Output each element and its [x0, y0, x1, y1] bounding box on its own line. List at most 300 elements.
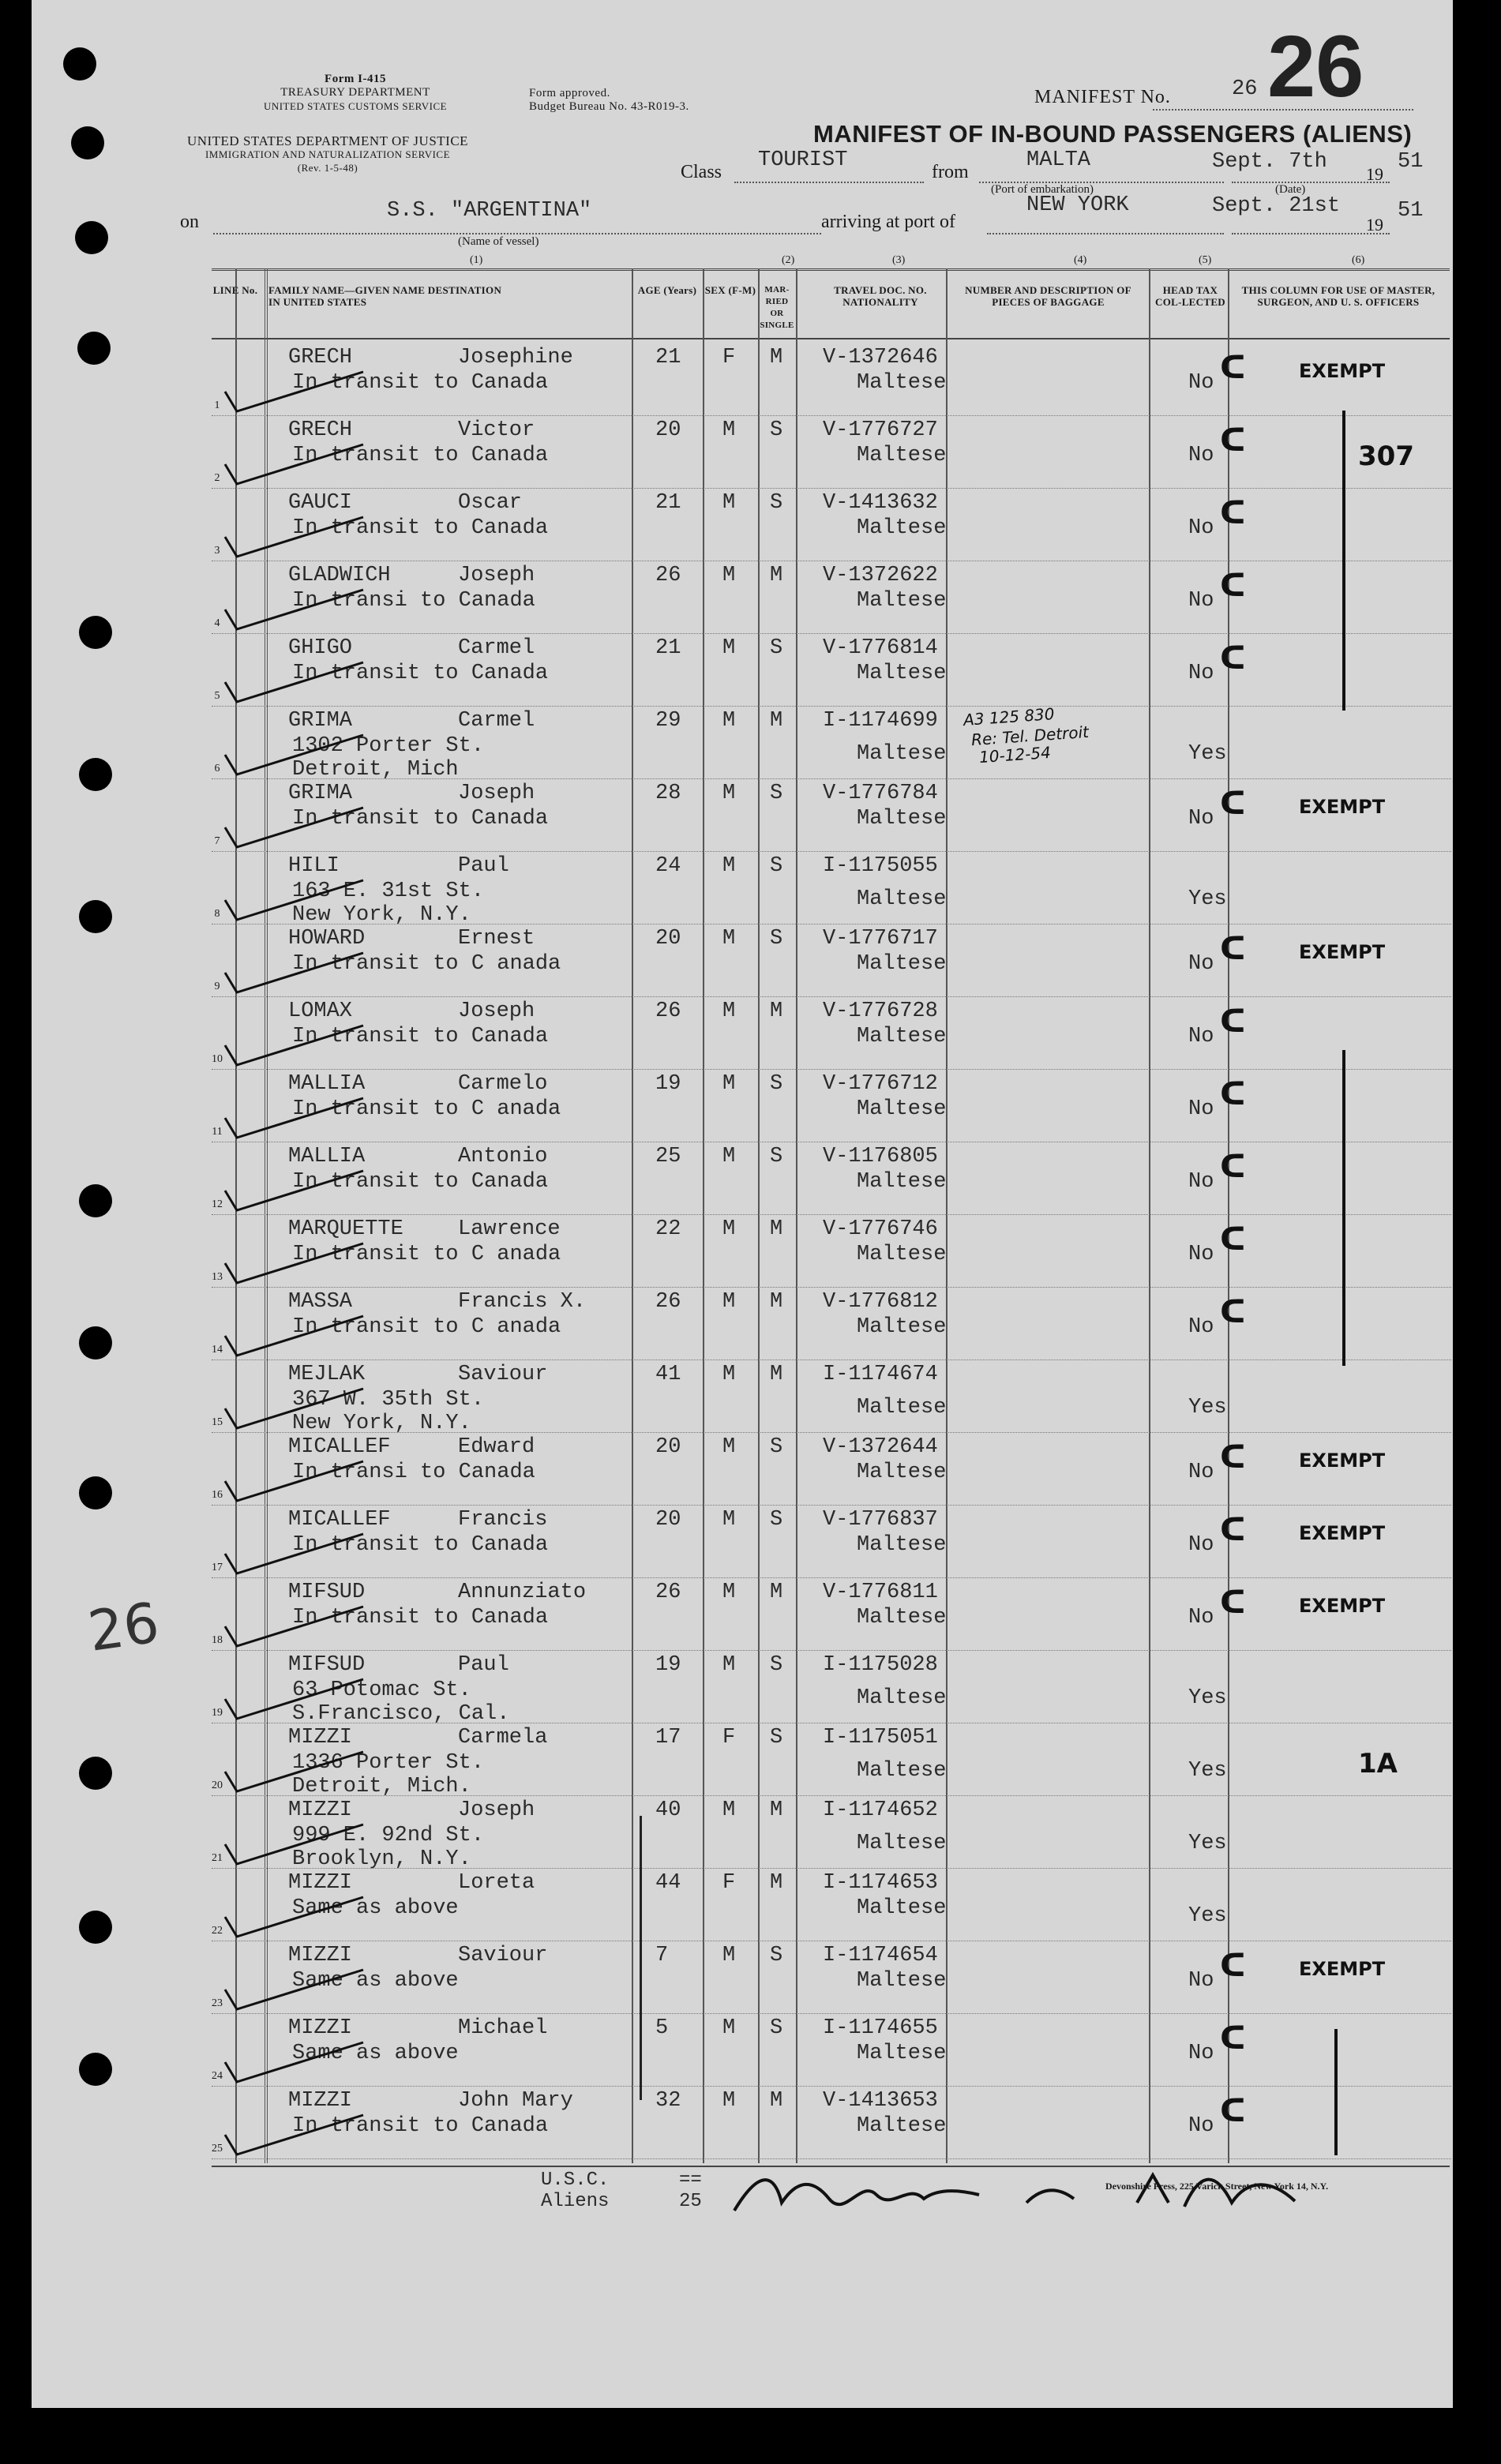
tick-mark [213, 368, 371, 415]
destination: Detroit, Mich. [292, 1775, 471, 1798]
table-row [32, 1143, 1453, 1216]
family-name: MIFSUD [288, 1653, 366, 1677]
class-value: TOURIST [758, 148, 848, 172]
marital-status: S [770, 636, 783, 660]
nationality: Maltese [857, 1315, 947, 1339]
manifest-number-stamp: 26 [1267, 18, 1364, 115]
given-name: Saviour [458, 1944, 548, 1967]
head-tax: No [1188, 1025, 1214, 1048]
sex: M [722, 491, 736, 515]
given-name: Oscar [458, 491, 523, 515]
table-row [32, 2087, 1453, 2160]
tick-mark [213, 1385, 371, 1432]
vessel-line [213, 233, 821, 234]
destination: S.Francisco, Cal. [292, 1702, 510, 1726]
punch-hole [63, 47, 96, 81]
table-row [32, 635, 1453, 707]
marital-status: S [770, 1435, 783, 1459]
given-name: Joseph [458, 782, 535, 805]
tick-mark [213, 586, 371, 633]
head-tax: Yes [1188, 887, 1227, 911]
margin-number: 26 [84, 1590, 163, 1664]
nationality: Maltese [857, 589, 947, 613]
line-number: 22 [212, 1925, 223, 1937]
sex: M [722, 709, 736, 733]
travel-doc: V-1776746 [823, 1217, 938, 1241]
destination: In transit to Canada [292, 2114, 549, 2138]
nationality: Maltese [857, 807, 947, 831]
travel-doc: V-1413632 [823, 491, 938, 515]
destination: New York, N.Y. [292, 1412, 471, 1435]
marital-status: M [770, 1871, 783, 1895]
marital-status: M [770, 999, 783, 1023]
table-row [32, 1870, 1453, 1942]
nationality: Maltese [857, 742, 947, 766]
family-name: MEJLAK [288, 1363, 366, 1386]
given-name: Michael [458, 2016, 548, 2040]
nationality: Maltese [857, 1759, 947, 1783]
date-caption: (Date) [1275, 183, 1306, 196]
travel-doc: I-1174674 [823, 1363, 938, 1386]
head-tax: No [1188, 1461, 1214, 1484]
given-name: Francis X. [458, 1290, 587, 1314]
travel-doc: I-1174655 [823, 2016, 938, 2040]
approved-label: Form approved. [529, 87, 610, 99]
family-name: GHIGO [288, 636, 353, 660]
officer-note: 1A [1358, 1748, 1398, 1780]
officer-note: EXEMPT [1299, 360, 1386, 382]
destination: Brooklyn, N.Y. [292, 1847, 471, 1871]
family-name: MICALLEF [288, 1435, 391, 1459]
line-number: 9 [214, 981, 220, 992]
row-divider [212, 1868, 1451, 1869]
row-divider [212, 996, 1451, 997]
sex: M [722, 1290, 736, 1314]
manifest-number-label: MANIFEST No. [1034, 87, 1171, 107]
form-number: Form I-415 [325, 73, 386, 85]
line-number: 15 [212, 1416, 223, 1428]
sex: M [722, 1944, 736, 1967]
age: 17 [655, 1726, 681, 1750]
nationality: Maltese [857, 1969, 947, 1993]
family-name: MALLIA [288, 1072, 366, 1096]
sex: M [722, 1653, 736, 1677]
check-mark: ᑕ [1220, 931, 1246, 967]
destination: In transit to Canada [292, 662, 549, 685]
check-mark: ᑕ [1220, 422, 1246, 459]
line-number: 10 [212, 1053, 223, 1065]
tick-mark [213, 731, 371, 778]
travel-doc: V-1372644 [823, 1435, 938, 1459]
head-tax: No [1188, 2042, 1214, 2065]
nationality: Maltese [857, 1606, 947, 1630]
manifest-page [32, 0, 1453, 2408]
age: 22 [655, 1217, 681, 1241]
table-row [32, 1506, 1453, 1579]
head-tax: Yes [1188, 1396, 1227, 1420]
sex: M [722, 927, 736, 951]
head-tax: No [1188, 516, 1214, 540]
age: 19 [655, 1072, 681, 1096]
table-row [32, 1942, 1453, 2015]
row-divider [212, 1795, 1451, 1796]
age: 28 [655, 782, 681, 805]
head-tax: No [1188, 662, 1214, 685]
destination: In transit to Canada [292, 444, 549, 467]
tick-mark [213, 1240, 371, 1287]
marital-status: S [770, 854, 783, 878]
row-divider [212, 488, 1451, 489]
table-row [32, 1071, 1453, 1143]
marital-status: M [770, 1290, 783, 1314]
travel-doc: V-1776837 [823, 1508, 938, 1532]
marital-status: S [770, 782, 783, 805]
colnum-4: (4) [1074, 254, 1087, 266]
age: 26 [655, 1581, 681, 1604]
tick-mark [213, 1094, 371, 1142]
age: 26 [655, 1290, 681, 1314]
tick-mark [213, 1603, 371, 1650]
embark-caption: (Port of embarkation) [991, 183, 1094, 196]
table-row [32, 1361, 1453, 1434]
age: 32 [655, 2089, 681, 2113]
officer-note: EXEMPT [1299, 941, 1386, 963]
given-name: Saviour [458, 1363, 548, 1386]
nationality: Maltese [857, 1396, 947, 1420]
manifest-number-typed: 26 [1232, 77, 1258, 101]
destination: 163 E. 31st St. [292, 879, 485, 903]
sex: M [722, 1581, 736, 1604]
tick-mark [213, 441, 371, 488]
sex: M [722, 1363, 736, 1386]
nationality: Maltese [857, 662, 947, 685]
check-mark: ᑕ [1220, 350, 1246, 386]
colhead-age: AGE (Years) [637, 284, 697, 296]
destination: 1302 Porter St. [292, 734, 485, 758]
line-number: 18 [212, 1634, 223, 1646]
travel-doc: V-1776784 [823, 782, 938, 805]
arrival-date: Sept. 21st [1212, 194, 1341, 218]
line-number: 2 [214, 472, 220, 484]
travel-doc: I-1175055 [823, 854, 938, 878]
colnum-2: (2) [782, 254, 795, 266]
officer-note: EXEMPT [1299, 1450, 1386, 1472]
given-name: Joseph [458, 999, 535, 1023]
travel-doc: V-1776727 [823, 418, 938, 442]
age: 21 [655, 346, 681, 369]
form-approval [529, 87, 782, 114]
colnum-3: (3) [892, 254, 906, 266]
year-prefix-1: 19 [1366, 164, 1383, 184]
usc-label: U.S.C. [541, 2170, 610, 2191]
travel-doc: I-1174654 [823, 1944, 938, 1967]
given-name: Carmelo [458, 1072, 548, 1096]
tick-mark [213, 658, 371, 706]
table-row [32, 780, 1453, 853]
row-divider [212, 1505, 1451, 1506]
family-name: HOWARD [288, 927, 366, 951]
from-value: MALTA [1026, 148, 1091, 172]
officer-bracket [1334, 2029, 1338, 2155]
arrival-port: NEW YORK [1026, 193, 1129, 217]
table-row [32, 853, 1453, 925]
head-tax: No [1188, 1097, 1214, 1121]
marital-status: M [770, 346, 783, 369]
sex: M [722, 854, 736, 878]
row-divider [212, 706, 1451, 707]
table-row [32, 489, 1453, 562]
family-name: GRECH [288, 418, 353, 442]
nationality: Maltese [857, 444, 947, 467]
officer-note: EXEMPT [1299, 1958, 1386, 1980]
tick-mark [213, 1966, 371, 2013]
line-number: 8 [214, 908, 220, 920]
marital-status: M [770, 1217, 783, 1241]
budget-label: Budget Bureau No. 43-R019-3. [529, 100, 689, 113]
head-tax: No [1188, 1243, 1214, 1266]
destination: In transit to Canada [292, 371, 549, 395]
family-name: MIZZI [288, 1798, 353, 1822]
check-mark: ᑕ [1220, 1512, 1246, 1548]
marital-status: S [770, 1653, 783, 1677]
head-tax: No [1188, 1969, 1214, 1993]
nationality: Maltese [857, 371, 947, 395]
line-number: 13 [212, 1271, 223, 1283]
marital-status: S [770, 2016, 783, 2040]
aliens-label: Aliens [541, 2191, 610, 2212]
given-name: Carmela [458, 1726, 548, 1750]
row-divider [212, 415, 1451, 416]
tick-mark [213, 1893, 371, 1941]
head-tax: No [1188, 444, 1214, 467]
given-name: Paul [458, 854, 509, 878]
destination: New York, N.Y. [292, 903, 471, 927]
tick-mark [213, 1312, 371, 1360]
colnum-6: (6) [1352, 254, 1365, 266]
table-header-rule [212, 338, 1450, 339]
row-divider [212, 1214, 1451, 1215]
nationality: Maltese [857, 1461, 947, 1484]
sex: F [722, 1726, 736, 1750]
marital-status: M [770, 564, 783, 587]
destination: In transit to Canada [292, 1170, 549, 1194]
given-name: Edward [458, 1435, 535, 1459]
age: 40 [655, 1798, 681, 1822]
sex: M [722, 636, 736, 660]
table-row [32, 417, 1453, 489]
sex: M [722, 1072, 736, 1096]
nationality: Maltese [857, 516, 947, 540]
line-number: 19 [212, 1707, 223, 1719]
treasury-label: TREASURY DEPARTMENT [280, 86, 430, 99]
line-number: 24 [212, 2070, 223, 2082]
row-divider [212, 1069, 1451, 1070]
nationality: Maltese [857, 2042, 947, 2065]
tick-mark [213, 1457, 371, 1505]
colnum-1: (1) [470, 254, 483, 266]
check-mark: ᑕ [1220, 1439, 1246, 1476]
check-mark: ᑕ [1220, 1221, 1246, 1258]
head-tax: No [1188, 1533, 1214, 1557]
row-divider [212, 2086, 1451, 2087]
baggage-note: A3 125 830 [963, 704, 1056, 729]
travel-doc: I-1175051 [823, 1726, 938, 1750]
head-tax: Yes [1188, 742, 1227, 766]
head-tax: Yes [1188, 1832, 1227, 1855]
line-number: 16 [212, 1489, 223, 1501]
family-name: GRIMA [288, 709, 353, 733]
check-mark: ᑕ [1220, 2093, 1246, 2129]
table-row [32, 344, 1453, 417]
nationality: Maltese [857, 1025, 947, 1048]
sex: M [722, 1508, 736, 1532]
marital-status: S [770, 1508, 783, 1532]
travel-doc: V-1776712 [823, 1072, 938, 1096]
given-name: Annunziato [458, 1581, 587, 1604]
given-name: John Mary [458, 2089, 573, 2113]
family-name: MIZZI [288, 1944, 353, 1967]
age: 26 [655, 564, 681, 587]
nationality: Maltese [857, 1097, 947, 1121]
table-row [32, 1434, 1453, 1506]
given-name: Ernest [458, 927, 535, 951]
given-name: Paul [458, 1653, 509, 1677]
vessel-caption: (Name of vessel) [458, 235, 539, 248]
row-divider [212, 633, 1451, 634]
travel-doc: V-1776728 [823, 999, 938, 1023]
nationality: Maltese [857, 1832, 947, 1855]
marital-status: S [770, 491, 783, 515]
row-divider [212, 1650, 1451, 1651]
given-name: Josephine [458, 346, 573, 369]
marital-status: S [770, 1145, 783, 1168]
travel-doc: I-1174699 [823, 709, 938, 733]
family-name: MALLIA [288, 1145, 366, 1168]
form-header-treasury [237, 73, 474, 113]
age: 21 [655, 636, 681, 660]
destination: In transi to Canada [292, 589, 535, 613]
age: 20 [655, 927, 681, 951]
family-name: MIFSUD [288, 1581, 366, 1604]
sex: M [722, 2016, 736, 2040]
check-mark: ᑕ [1220, 1294, 1246, 1330]
travel-doc: V-1776811 [823, 1581, 938, 1604]
colhead-name: FAMILY NAME—GIVEN NAME DESTINATION IN UNITED STATES [268, 284, 502, 308]
ins-label: IMMIGRATION AND NATURALIZATION SERVICE [205, 148, 451, 160]
sex: M [722, 782, 736, 805]
given-name: Victor [458, 418, 535, 442]
baggage-note: 10-12-54 [978, 742, 1052, 767]
check-mark: ᑕ [1220, 786, 1246, 822]
given-name: Carmel [458, 709, 535, 733]
destination: In transit to C anada [292, 1315, 561, 1339]
table-row [32, 1579, 1453, 1652]
head-tax: Yes [1188, 1686, 1227, 1710]
class-label: Class [681, 162, 722, 182]
family-name: MARQUETTE [288, 1217, 403, 1241]
nationality: Maltese [857, 1686, 947, 1710]
line-number: 12 [212, 1198, 223, 1210]
travel-doc: I-1175028 [823, 1653, 938, 1677]
travel-doc: V-1776814 [823, 636, 938, 660]
tick-mark [213, 804, 371, 851]
age: 24 [655, 854, 681, 878]
head-tax: No [1188, 1315, 1214, 1339]
line-number: 4 [214, 617, 220, 629]
age: 41 [655, 1363, 681, 1386]
row-divider [212, 778, 1451, 779]
given-name: Lawrence [458, 1217, 561, 1241]
age: 21 [655, 491, 681, 515]
destination: In transit to Canada [292, 807, 549, 831]
tick-mark [213, 1167, 371, 1214]
check-mark: ᑕ [1220, 568, 1246, 604]
table-row [32, 1652, 1453, 1724]
line-number: 17 [212, 1562, 223, 1573]
nationality: Maltese [857, 1896, 947, 1920]
punch-hole [71, 126, 104, 159]
table-row [32, 704, 1453, 782]
colhead-line: LINE No. [212, 284, 258, 296]
destination: In transit to Canada [292, 1025, 549, 1048]
table-row [32, 925, 1453, 998]
marital-status: S [770, 927, 783, 951]
line-number: 11 [212, 1126, 223, 1138]
marital-status: M [770, 709, 783, 733]
line-number: 23 [212, 1997, 223, 2009]
line-number: 20 [212, 1780, 223, 1791]
officer-bracket [1342, 1050, 1345, 1366]
tick-mark [213, 2111, 371, 2158]
tick-mark [213, 876, 371, 924]
manifest-title: MANIFEST OF IN-BOUND PASSENGERS (ALIENS) [813, 120, 1413, 148]
marital-status: M [770, 1363, 783, 1386]
officer-bracket [1342, 411, 1345, 711]
revision-label: (Rev. 1-5-48) [297, 162, 358, 174]
arriving-label: arriving at port of [821, 212, 955, 232]
destination: In transi to Canada [292, 1461, 535, 1484]
port-line [987, 233, 1224, 234]
colhead-baggage: NUMBER AND DESCRIPTION OF PIECES OF BAGGAGE [965, 284, 1131, 308]
sex: F [722, 346, 736, 369]
head-tax: No [1188, 1606, 1214, 1630]
colnum-5: (5) [1199, 254, 1212, 266]
head-tax: No [1188, 952, 1214, 976]
line-number: 25 [212, 2143, 223, 2155]
embark-year: 51 [1398, 150, 1424, 174]
head-tax: Yes [1188, 1904, 1227, 1928]
marital-status: S [770, 1726, 783, 1750]
tick-mark [213, 1821, 371, 1868]
colhead-travel: TRAVEL DOC. NO. NATIONALITY [834, 284, 927, 308]
destination: Same as above [292, 1896, 459, 1920]
given-name: Joseph [458, 564, 535, 587]
destination: In transit to Canada [292, 1606, 549, 1630]
tick-mark [213, 1748, 371, 1795]
tick-mark [213, 1530, 371, 1577]
tick-mark [213, 949, 371, 996]
nationality: Maltese [857, 1533, 947, 1557]
check-mark: ᑕ [1220, 1149, 1246, 1185]
head-tax: No [1188, 1170, 1214, 1194]
age: 26 [655, 999, 681, 1023]
check-mark: ᑕ [1220, 495, 1246, 531]
family-name: MICALLEF [288, 1508, 391, 1532]
age: 5 [655, 2016, 669, 2040]
nationality: Maltese [857, 2114, 947, 2138]
marital-status: M [770, 1581, 783, 1604]
officer-signature [726, 2155, 1453, 2226]
